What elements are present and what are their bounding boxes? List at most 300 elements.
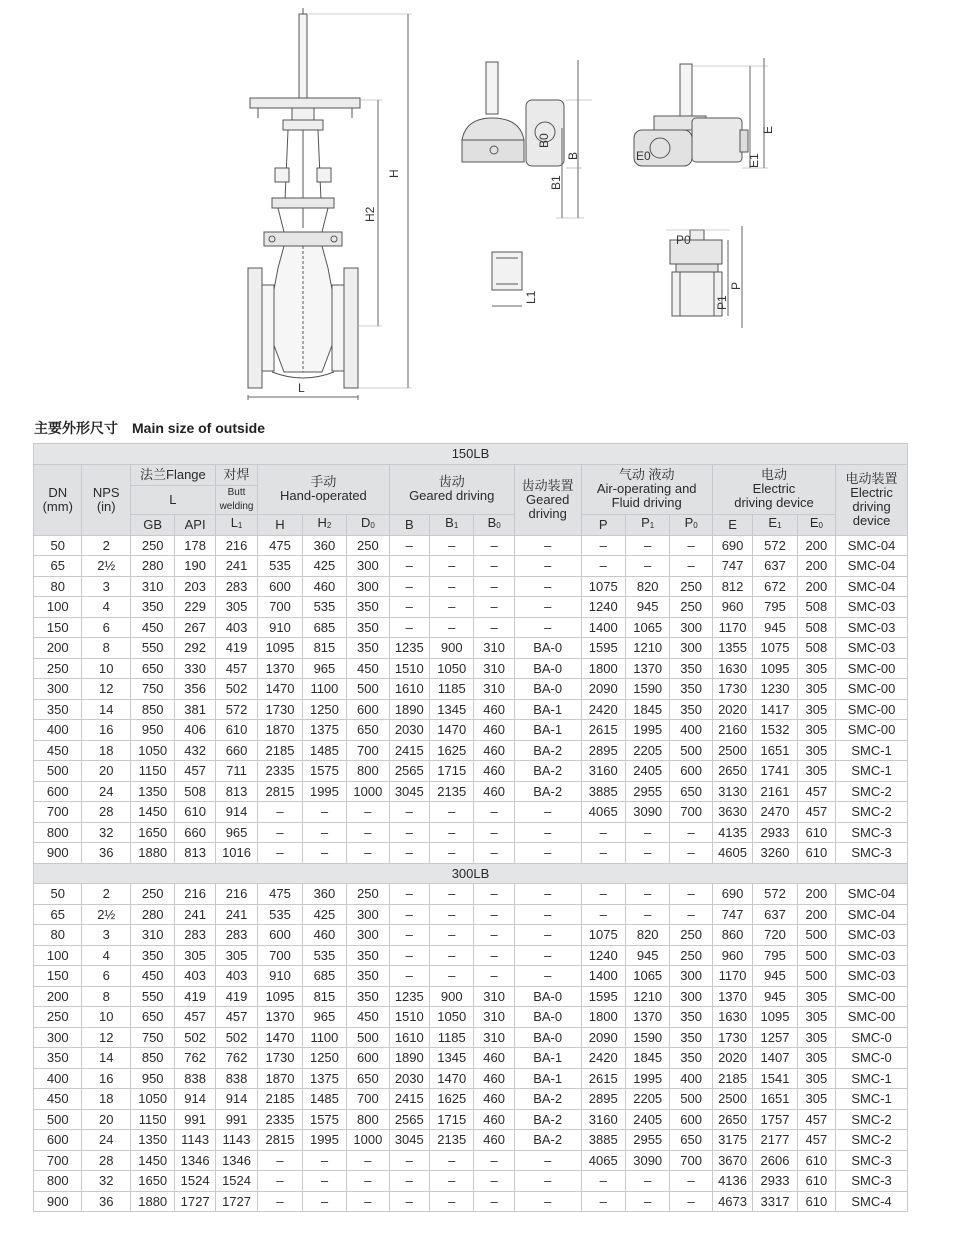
table-cell: 1346 [175, 1150, 215, 1171]
subheader-p1: $P_1$ [625, 514, 669, 535]
table-cell: – [581, 535, 625, 556]
table-cell: 450 [347, 658, 389, 679]
table-cell: 400 [34, 720, 82, 741]
table-cell: 1730 [712, 1027, 752, 1048]
table-cell: 1890 [389, 699, 429, 720]
table-cell: – [514, 556, 581, 577]
header-electric-device: 电动装置 Electric driving device [836, 464, 908, 535]
table-row [34, 802, 908, 823]
table-cell: 762 [215, 1048, 257, 1069]
dim-label-l: L [298, 381, 305, 395]
table-row [34, 966, 908, 987]
table-cell: BA-2 [514, 1109, 581, 1130]
table-cell: 3317 [753, 1191, 797, 1212]
table-row [34, 822, 908, 843]
table-cell: – [474, 884, 514, 905]
table-cell: 1630 [712, 658, 752, 679]
table-cell: 80 [34, 925, 82, 946]
table-cell: SMC-04 [836, 576, 908, 597]
table-cell: 36 [82, 1191, 130, 1212]
table-cell: 2090 [581, 679, 625, 700]
table-cell: SMC-00 [836, 658, 908, 679]
table-cell: – [347, 1171, 389, 1192]
table-cell: – [347, 843, 389, 864]
table-cell: – [670, 1191, 712, 1212]
table-cell: BA-1 [514, 1068, 581, 1089]
subheader-h: H [258, 514, 302, 535]
table-cell: 2650 [712, 761, 752, 782]
table-cell: – [581, 1191, 625, 1212]
table-cell: 2205 [625, 1089, 669, 1110]
table-cell: 600 [670, 761, 712, 782]
table-row [34, 986, 908, 1007]
table-cell: 100 [34, 597, 82, 618]
table-cell: 914 [175, 1089, 215, 1110]
table-cell: 300 [347, 556, 389, 577]
table-cell: 267 [175, 617, 215, 638]
table-cell: 1170 [712, 617, 752, 638]
table-cell: 350 [670, 658, 712, 679]
table-row [34, 720, 908, 741]
table-cell: 2335 [258, 761, 302, 782]
table-cell: 2 [82, 884, 130, 905]
table-cell: 3090 [625, 1150, 669, 1171]
table-cell: 300 [347, 925, 389, 946]
table-cell: 600 [258, 576, 302, 597]
table-cell: 300 [347, 576, 389, 597]
table-cell: 3 [82, 925, 130, 946]
table-cell: 2565 [389, 761, 429, 782]
table-cell: BA-2 [514, 761, 581, 782]
table-cell: 350 [670, 1048, 712, 1069]
table-cell: 1345 [429, 699, 473, 720]
table-row [34, 884, 908, 905]
table-cell: 2933 [753, 822, 797, 843]
table-cell: SMC-2 [836, 781, 908, 802]
table-cell: 460 [474, 1109, 514, 1130]
table-cell: 711 [215, 761, 257, 782]
table-cell: SMC-03 [836, 617, 908, 638]
table-cell: BA-0 [514, 1007, 581, 1028]
table-cell: 350 [347, 638, 389, 659]
table-cell: 637 [753, 556, 797, 577]
table-cell: 200 [34, 638, 82, 659]
table-cell: 1016 [215, 843, 257, 864]
table-cell: 432 [175, 740, 215, 761]
table-cell: 350 [347, 966, 389, 987]
subheader-l1: $L_1$ [215, 514, 257, 535]
table-cell: 1075 [581, 576, 625, 597]
table-cell: 610 [175, 802, 215, 823]
table-cell: 3885 [581, 781, 625, 802]
table-cell: 3160 [581, 761, 625, 782]
table-cell: 838 [175, 1068, 215, 1089]
table-cell: 310 [474, 986, 514, 1007]
table-cell: 1485 [302, 740, 346, 761]
table-cell: – [514, 1150, 581, 1171]
table-cell: – [258, 802, 302, 823]
table-cell: – [347, 1191, 389, 1212]
table-cell: 838 [215, 1068, 257, 1089]
table-cell: 350 [670, 679, 712, 700]
table-cell: 403 [215, 966, 257, 987]
table-cell: BA-1 [514, 699, 581, 720]
table-cell: 1730 [258, 1048, 302, 1069]
subheader-b1: $B_1$ [429, 514, 473, 535]
table-cell: 450 [347, 1007, 389, 1028]
table-cell: 241 [175, 904, 215, 925]
table-cell: – [302, 1150, 346, 1171]
table-row [34, 535, 908, 556]
table-cell: 2500 [712, 1089, 752, 1110]
table-cell: 508 [175, 781, 215, 802]
table-cell: 6 [82, 966, 130, 987]
dim-label-h: H [387, 169, 401, 178]
table-cell: 1541 [753, 1068, 797, 1089]
table-cell: 2177 [753, 1130, 797, 1151]
table-cell: 305 [797, 986, 835, 1007]
table-cell: 1730 [258, 699, 302, 720]
table-cell: 400 [670, 720, 712, 741]
table-cell: 305 [175, 945, 215, 966]
table-cell: 1870 [258, 1068, 302, 1089]
table-cell: 650 [347, 1068, 389, 1089]
table-cell: 457 [175, 761, 215, 782]
table-cell: 2205 [625, 740, 669, 761]
table-cell: 310 [474, 679, 514, 700]
table-cell: 3160 [581, 1109, 625, 1130]
table-row [34, 699, 908, 720]
table-cell: 1524 [215, 1171, 257, 1192]
table-cell: SMC-3 [836, 822, 908, 843]
table-cell: – [625, 535, 669, 556]
table-cell: SMC-00 [836, 679, 908, 700]
table-cell: 1250 [302, 1048, 346, 1069]
table-cell: 1590 [625, 1027, 669, 1048]
table-cell: 1800 [581, 658, 625, 679]
table-row [34, 679, 908, 700]
table-cell: 610 [797, 1191, 835, 1212]
table-cell: 2161 [753, 781, 797, 802]
table-cell: 1845 [625, 699, 669, 720]
table-cell: 800 [34, 1171, 82, 1192]
table-row [34, 1048, 908, 1069]
table-cell: 250 [130, 535, 174, 556]
table-cell: 1575 [302, 1109, 346, 1130]
table-cell: – [514, 966, 581, 987]
table-cell: – [625, 556, 669, 577]
section-header-300lb: 300LB [34, 863, 908, 884]
table-cell: 2933 [753, 1171, 797, 1192]
subheader-d0: $D_0$ [347, 514, 389, 535]
table-cell: 1715 [429, 1109, 473, 1130]
table-cell: – [429, 904, 473, 925]
gate-valve-drawing [248, 8, 412, 400]
table-cell: 3175 [712, 1130, 752, 1151]
table-cell: 190 [175, 556, 215, 577]
table-cell: 965 [215, 822, 257, 843]
table-cell: SMC-04 [836, 556, 908, 577]
table-cell: 685 [302, 966, 346, 987]
table-cell: 914 [215, 802, 257, 823]
table-cell: 4135 [712, 822, 752, 843]
table-cell: – [625, 843, 669, 864]
table-cell: 700 [347, 740, 389, 761]
table-cell: 1470 [258, 679, 302, 700]
table-cell: 965 [302, 1007, 346, 1028]
table-cell: – [429, 843, 473, 864]
table-cell: – [625, 1171, 669, 1192]
table-cell: 2500 [712, 740, 752, 761]
table-cell: 2615 [581, 1068, 625, 1089]
table-cell: 475 [258, 535, 302, 556]
table-cell: 1185 [429, 1027, 473, 1048]
table-cell: – [514, 1191, 581, 1212]
table-cell: 685 [302, 617, 346, 638]
table-cell: 2955 [625, 781, 669, 802]
table-cell: 10 [82, 658, 130, 679]
table-cell: – [474, 925, 514, 946]
table-cell: – [514, 597, 581, 618]
table-cell: 350 [347, 945, 389, 966]
table-cell: 945 [753, 617, 797, 638]
table-cell: – [347, 1150, 389, 1171]
table-cell: 500 [670, 1089, 712, 1110]
subheader-b0: $B_0$ [474, 514, 514, 535]
table-cell: 535 [258, 556, 302, 577]
table-cell: 1532 [753, 720, 797, 741]
table-cell: 457 [215, 658, 257, 679]
table-cell: 460 [302, 576, 346, 597]
table-cell: – [389, 1191, 429, 1212]
table-cell: 32 [82, 822, 130, 843]
table-cell: 250 [34, 658, 82, 679]
table-cell: 945 [625, 597, 669, 618]
table-cell: 18 [82, 1089, 130, 1110]
table-cell: 991 [175, 1109, 215, 1130]
table-cell: 460 [474, 1068, 514, 1089]
table-cell: 914 [215, 1089, 257, 1110]
table-cell: 419 [175, 986, 215, 1007]
table-cell: 24 [82, 1130, 130, 1151]
table-cell: 419 [215, 638, 257, 659]
table-cell: – [429, 597, 473, 618]
table-cell: – [389, 884, 429, 905]
table-cell: 457 [797, 802, 835, 823]
table-row [34, 1089, 908, 1110]
table-cell: 305 [797, 1007, 835, 1028]
table-cell: 960 [712, 945, 752, 966]
table-cell: SMC-00 [836, 699, 908, 720]
table-row [34, 843, 908, 864]
table-cell: – [581, 822, 625, 843]
table-cell: – [429, 535, 473, 556]
table-cell: 1210 [625, 638, 669, 659]
table-cell: – [514, 884, 581, 905]
table-cell: – [514, 576, 581, 597]
table-cell: 300 [670, 617, 712, 638]
header-hand-operated: 手动 Hand-operated [258, 464, 389, 514]
table-cell: SMC-00 [836, 986, 908, 1007]
table-cell: 305 [797, 1027, 835, 1048]
section-header-150lb: 150LB [34, 444, 908, 465]
table-cell: 16 [82, 720, 130, 741]
table-cell: – [389, 925, 429, 946]
table-cell: 700 [258, 945, 302, 966]
table-cell: SMC-3 [836, 1171, 908, 1192]
table-cell: 800 [347, 761, 389, 782]
table-cell: SMC-00 [836, 720, 908, 741]
table-cell: 50 [34, 535, 82, 556]
table-cell: 650 [670, 781, 712, 802]
table-cell: 2815 [258, 1130, 302, 1151]
table-cell: 1995 [625, 720, 669, 741]
table-cell: – [474, 822, 514, 843]
table-cell: 660 [175, 822, 215, 843]
table-cell: – [514, 617, 581, 638]
table-cell: 6 [82, 617, 130, 638]
table-cell: 1880 [130, 843, 174, 864]
table-cell: 460 [474, 1089, 514, 1110]
title-cn: 主要外形尺寸 [34, 420, 118, 436]
subheader-b: B [389, 514, 429, 535]
table-cell: 2565 [389, 1109, 429, 1130]
table-cell: – [474, 843, 514, 864]
table-cell: 1370 [625, 658, 669, 679]
table-cell: 1235 [389, 638, 429, 659]
table-cell: 305 [797, 1068, 835, 1089]
table-cell: – [429, 1150, 473, 1171]
table-cell: – [302, 822, 346, 843]
table-cell: 600 [670, 1109, 712, 1130]
table-cell: 460 [474, 720, 514, 741]
header-nps: NPS (in) [82, 464, 130, 535]
geared-driving-drawing [462, 60, 592, 306]
table-cell: 350 [347, 597, 389, 618]
table-cell: 305 [215, 597, 257, 618]
table-cell: – [474, 904, 514, 925]
table-cell: 1450 [130, 1150, 174, 1171]
table-cell: SMC-03 [836, 925, 908, 946]
table-cell: 350 [130, 597, 174, 618]
table-cell: – [514, 925, 581, 946]
table-cell: – [670, 843, 712, 864]
table-cell: 305 [797, 679, 835, 700]
table-cell: BA-1 [514, 720, 581, 741]
header-air-fluid: 气动 液动 Air-operating and Fluid driving [581, 464, 712, 514]
table-cell: 4 [82, 945, 130, 966]
table-cell: 500 [347, 1027, 389, 1048]
table-cell: 203 [175, 576, 215, 597]
table-cell: 850 [130, 699, 174, 720]
table-cell: 1510 [389, 1007, 429, 1028]
table-cell: – [625, 822, 669, 843]
header-L: L [130, 485, 215, 514]
subheader-e: E [712, 514, 752, 535]
table-cell: – [258, 1191, 302, 1212]
table-cell: 310 [130, 925, 174, 946]
table-cell: – [514, 535, 581, 556]
table-cell: 356 [175, 679, 215, 700]
table-cell: 1595 [581, 638, 625, 659]
table-cell: SMC-04 [836, 884, 908, 905]
table-cell: 900 [429, 638, 473, 659]
table-cell: 460 [474, 740, 514, 761]
table-cell: 750 [130, 679, 174, 700]
table-cell: 350 [130, 945, 174, 966]
table-cell: 1450 [130, 802, 174, 823]
table-cell: 2185 [258, 740, 302, 761]
table-cell: – [429, 966, 473, 987]
table-cell: 1095 [753, 1007, 797, 1028]
table-cell: 750 [130, 1027, 174, 1048]
table-row [34, 658, 908, 679]
table-cell: 2030 [389, 720, 429, 741]
table-cell: 460 [474, 1130, 514, 1151]
table-cell: SMC-04 [836, 535, 908, 556]
header-geared-device: 齿动装置 Geared driving [514, 464, 581, 535]
table-cell: 12 [82, 1027, 130, 1048]
table-cell: 820 [625, 925, 669, 946]
table-cell: 1375 [302, 720, 346, 741]
table-cell: 747 [712, 904, 752, 925]
table-row [34, 1007, 908, 1028]
table-cell: 3260 [753, 843, 797, 864]
table-cell: 305 [797, 761, 835, 782]
table-cell: 4605 [712, 843, 752, 864]
table-cell: 250 [347, 884, 389, 905]
table-cell: – [389, 617, 429, 638]
table-cell: 1610 [389, 1027, 429, 1048]
table-cell: 36 [82, 843, 130, 864]
table-cell: 300 [347, 904, 389, 925]
table-cell: 1727 [215, 1191, 257, 1212]
table-cell: 200 [797, 556, 835, 577]
table-cell: 1143 [175, 1130, 215, 1151]
table-cell: BA-0 [514, 1027, 581, 1048]
table-cell: 460 [474, 1048, 514, 1069]
table-cell: 2815 [258, 781, 302, 802]
table-row [34, 617, 908, 638]
technical-drawings [0, 0, 960, 410]
table-cell: 403 [215, 617, 257, 638]
table-cell: 200 [797, 904, 835, 925]
table-cell: 2895 [581, 1089, 625, 1110]
title-en: Main size of outside [132, 420, 266, 436]
table-cell: 250 [130, 884, 174, 905]
table-cell: 283 [175, 925, 215, 946]
table-cell: 700 [670, 1150, 712, 1171]
table-cell: 1350 [130, 781, 174, 802]
table-cell: 1000 [347, 1130, 389, 1151]
table-cell: SMC-2 [836, 1130, 908, 1151]
table-cell: – [429, 945, 473, 966]
table-row [34, 576, 908, 597]
table-cell: – [670, 535, 712, 556]
table-cell: 475 [258, 884, 302, 905]
table-cell: – [514, 822, 581, 843]
table-cell: 650 [130, 658, 174, 679]
table-cell: – [389, 1150, 429, 1171]
electric-actuator-drawing [634, 58, 768, 168]
table-cell: 1995 [625, 1068, 669, 1089]
table-cell: 457 [797, 1109, 835, 1130]
dim-label-b: B [566, 151, 580, 160]
table-cell: 310 [474, 658, 514, 679]
subheader-p: P [581, 514, 625, 535]
table-cell: 700 [258, 597, 302, 618]
table-cell: 2160 [712, 720, 752, 741]
